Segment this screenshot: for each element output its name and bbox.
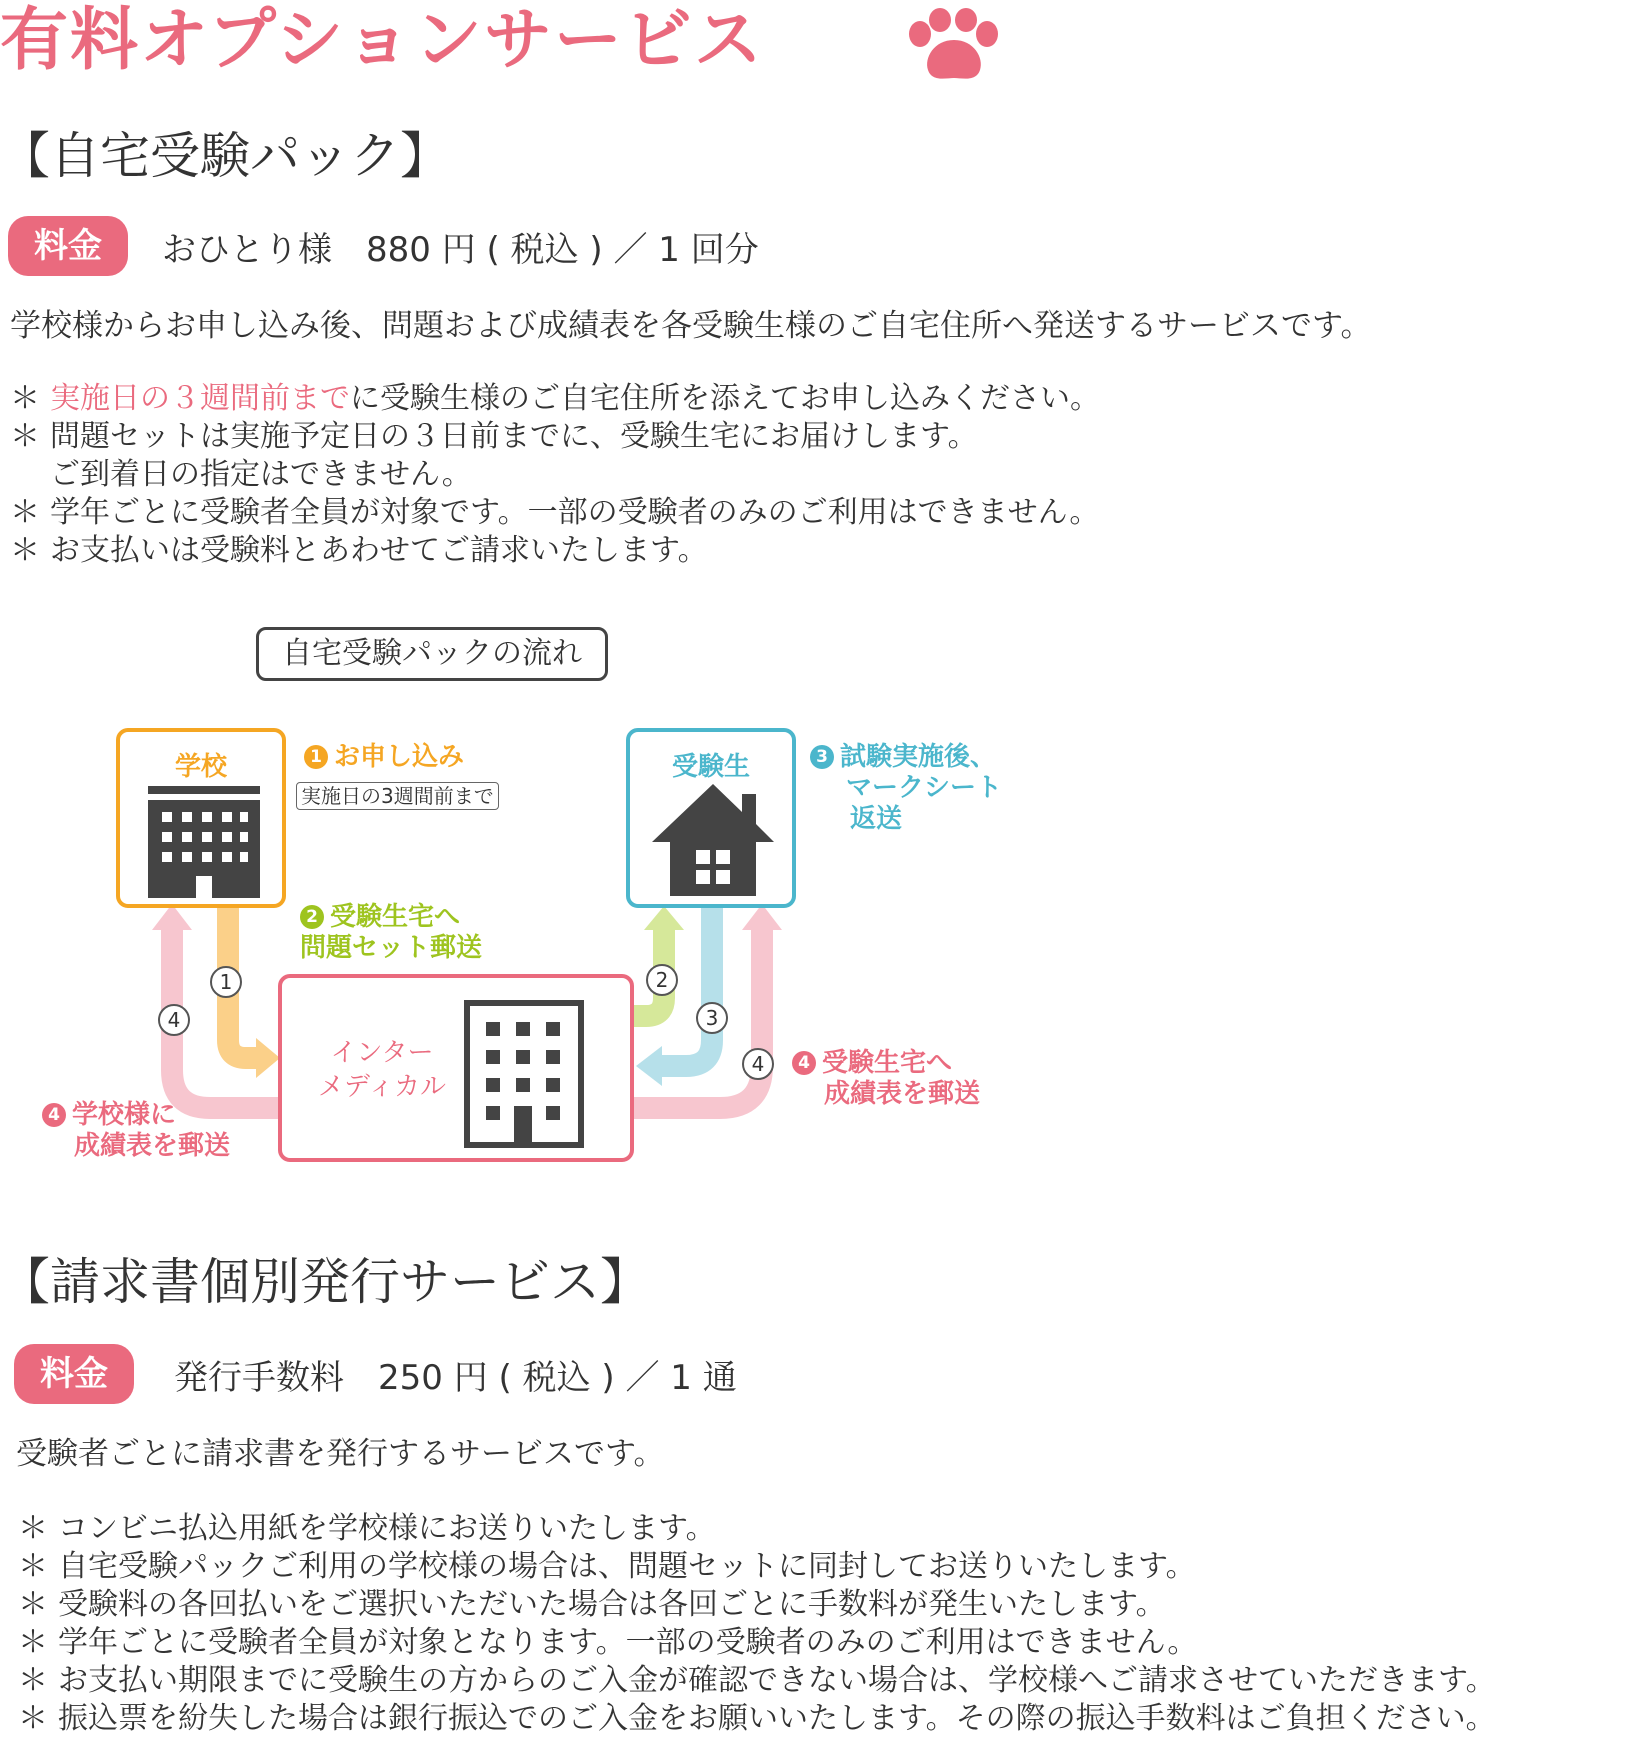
step4-school-number: 4 bbox=[42, 1103, 66, 1127]
student-box bbox=[626, 728, 796, 908]
price-badge: 料金 bbox=[14, 1344, 134, 1404]
step3-label: 3 試験実施後、 マークシート 返送 bbox=[810, 742, 1002, 835]
school-box bbox=[116, 728, 286, 908]
invoice-description: 受験者ごとに請求書を発行するサービスです。 bbox=[16, 1436, 665, 1472]
school-label: 学校 bbox=[174, 752, 227, 782]
invoice-heading: 【請求書個別発行サービス】 bbox=[0, 1253, 650, 1311]
school-building-icon bbox=[148, 786, 260, 898]
intermedical-box bbox=[278, 974, 634, 1162]
step1-number: 1 bbox=[304, 745, 328, 769]
office-building-icon bbox=[464, 1000, 584, 1148]
step4-student-label: 4 受験生宅へ 成績表を郵送 bbox=[792, 1048, 980, 1110]
note-item: ＊ 学年ごとに受験者全員が対象となります。一部の受験者のみのご利用はできません。 bbox=[18, 1625, 1198, 1660]
intermedical-label: インター メディカル bbox=[318, 1038, 446, 1102]
note-item: ＊ コンビニ払込用紙を学校様にお送りいたします。 bbox=[18, 1511, 716, 1546]
home-pack-heading: 【自宅受験パック】 bbox=[0, 127, 450, 185]
price-badge: 料金 bbox=[8, 216, 128, 276]
note-item: ＊ 学年ごとに受験者全員が対象です。一部の受験者のみのご利用はできません。 bbox=[10, 495, 1100, 530]
step1-label: 1 お申し込み bbox=[304, 742, 464, 773]
invoice-notes bbox=[18, 1510, 1496, 1738]
step2-label: 2 受験生宅へ 問題セット郵送 bbox=[300, 902, 483, 963]
home-pack-price: おひとり様 880 円 ( 税込 ) ／ 1 回分 bbox=[162, 230, 759, 270]
step2-number: 2 bbox=[300, 905, 324, 929]
step3-number: 3 bbox=[810, 745, 834, 769]
arrow-num-2: 2 bbox=[646, 964, 678, 996]
arrow-num-3: 3 bbox=[696, 1002, 728, 1034]
step4-student-number: 4 bbox=[792, 1051, 816, 1075]
note-item: ＊ お支払いは受験料とあわせてご請求いたします。 bbox=[10, 533, 708, 568]
arrow-num-4-left: 4 bbox=[158, 1004, 190, 1036]
note-item: ＊ 受験料の各回払いをご選択いただいた場合は各回ごとに手数料が発生いたします。 bbox=[18, 1587, 1166, 1622]
invoice-price: 発行手数料 250 円 ( 税込 ) ／ 1 通 bbox=[174, 1358, 737, 1398]
step4-school-label: 4 学校様に 成績表を郵送 bbox=[42, 1100, 230, 1162]
arrow-num-4-right: 4 bbox=[742, 1048, 774, 1080]
note-item: ＊ 実施日の３週間前まで に受験生様のご自宅住所を添えてお申し込みください。 bbox=[10, 381, 1100, 416]
arrow-1-head bbox=[256, 1038, 280, 1078]
house-icon bbox=[652, 784, 774, 896]
arrow-3-head bbox=[636, 1046, 662, 1086]
arrow-num-1: 1 bbox=[210, 966, 242, 998]
home-pack-description: 学校様からお申し込み後、問題および成績表を各受験生様のご自宅住所へ発送するサービスです。 bbox=[10, 308, 1372, 344]
note-highlight: 実施日の３週間前まで bbox=[50, 381, 350, 416]
arrow-2-head bbox=[644, 906, 684, 930]
note-item: ＊ 自宅受験パックご利用の学校様の場合は、問題セットに同封してお送りいたします。 bbox=[18, 1549, 1196, 1584]
note-item: ＊ 振込票を紛失した場合は銀行振込でのご入金をお願いいたします。その際の振込手数料はご負担ください。 bbox=[18, 1701, 1496, 1736]
flow-title: 自宅受験パックの流れ bbox=[256, 627, 608, 681]
student-label: 受験生 bbox=[671, 752, 750, 782]
page-title: 有料オプションサービス bbox=[0, 1, 764, 80]
note-item: ＊ 問題セットは実施予定日の３日前までに、受験生宅にお届けします。 bbox=[10, 419, 978, 454]
step1-deadline-tag: 実施日の3週間前まで bbox=[296, 782, 499, 810]
note-item: ＊ お支払い期限までに受験生の方からのご入金が確認できない場合は、学校様へご請求させていただきます。 bbox=[18, 1663, 1496, 1698]
note-item: ご到着日の指定はできません。 bbox=[50, 457, 472, 492]
